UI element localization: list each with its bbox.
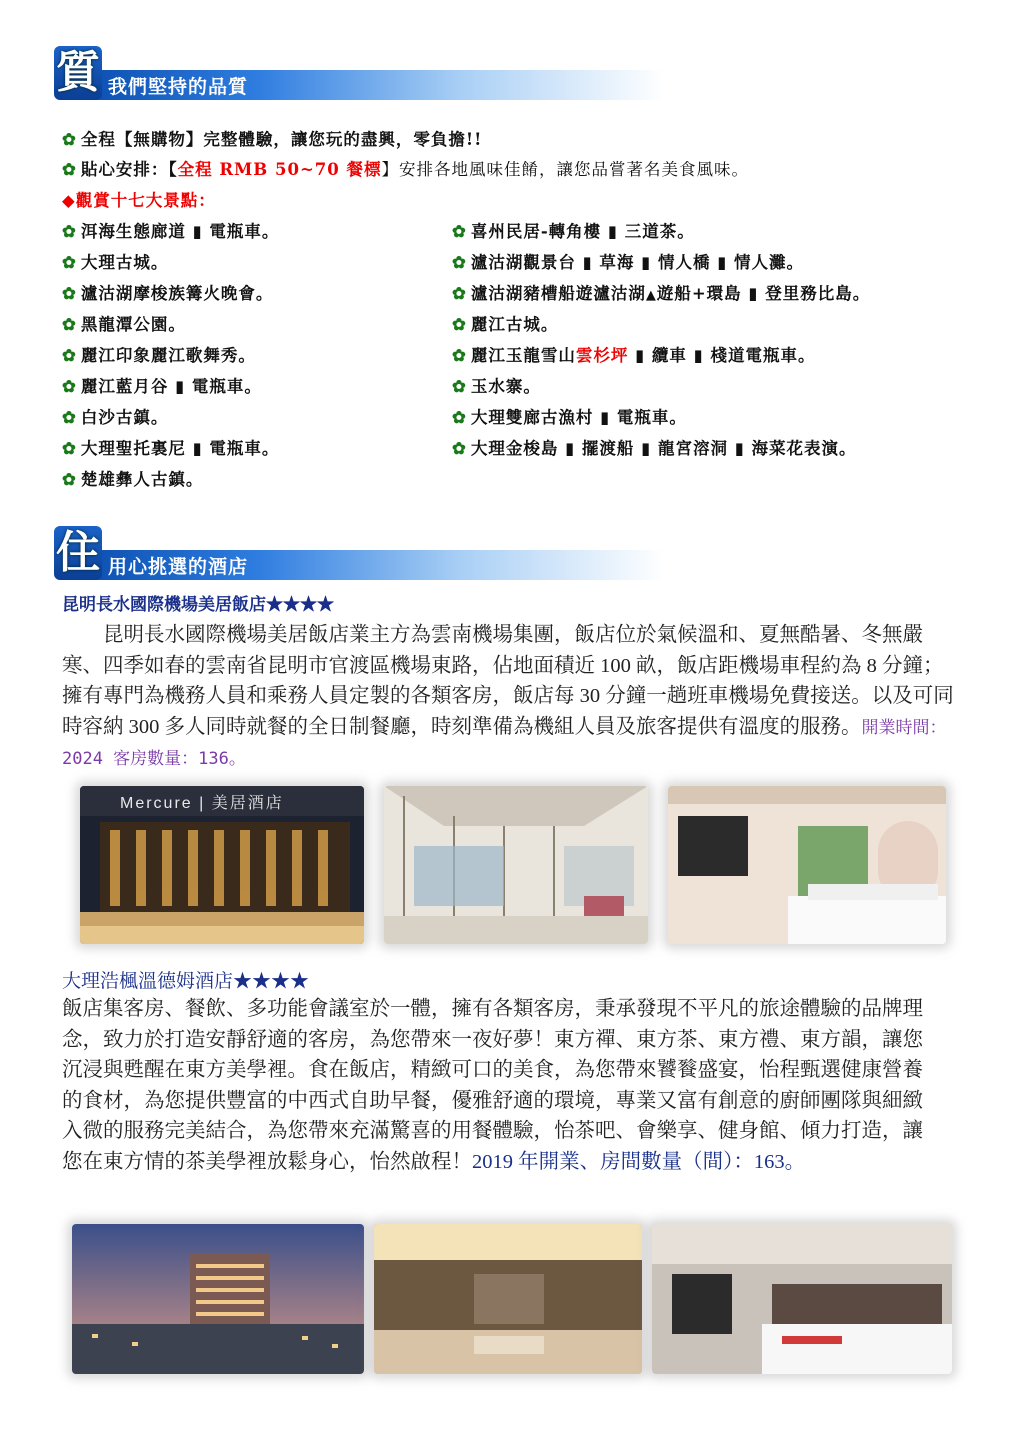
hotel1-description: 昆明長水國際機場美居飯店業主方為雲南機場集團，飯店位於氣候溫和、夏無酷暑、冬無嚴寒、四季如春的雲南省昆明市官渡區機場東路，佔地面積近 100 畝，飯店距機場車程約為 8 分鐘；擁有專門為機務人員和乘務人員定製的各類客房，飯店每 30 分鐘一趟班車機場免費接送。以及可同時容納 300 多人同時就餐的全日制餐廳，時刻準備為機組人員及旅客提供有溫度的服務。開業時間：2024 客房數量：136。 <box>62 624 954 769</box>
flower-icon: ✿ <box>452 439 467 458</box>
flower-icon: ✿ <box>62 160 77 179</box>
banner-subtitle: 用心挑選的酒店 <box>108 556 249 578</box>
quality-banner <box>54 42 664 104</box>
flower-icon: ✿ <box>62 284 77 303</box>
flower-icon: ✿ <box>452 346 467 365</box>
hotel2-name: 大理浩楓溫德姆酒店★★★★ <box>62 971 310 992</box>
flower-icon: ✿ <box>452 284 467 303</box>
sight-item: ✿ 大理雙廊古漁村 ▮ 電瓶車。 <box>452 408 687 427</box>
sight-item: ✿ 瀘沽湖觀景台 ▮ 草海 ▮ 情人橋 ▮ 情人灘。 <box>452 253 805 272</box>
flower-icon: ✿ <box>62 315 77 334</box>
hotel2-exterior-photo <box>72 1224 364 1374</box>
sight-item: ✿ 玉水寨。 <box>452 377 541 396</box>
flower-icon: ✿ <box>62 439 77 458</box>
sight-item: ✿ 瀘沽湖摩梭族篝火晚會。 <box>62 284 274 303</box>
banner-big-char: 住 <box>56 527 100 578</box>
flower-icon: ✿ <box>452 377 467 396</box>
flower-icon: ✿ <box>452 408 467 427</box>
sight-item: ✿ 瀘沽湖豬槽船遊瀘沽湖▲遊船+環島 ▮ 登里務比島。 <box>452 284 871 303</box>
flower-icon: ✿ <box>62 130 77 149</box>
mercure-sign: Mercure | 美居酒店 <box>120 795 284 812</box>
no-shopping-line: ✿ 全程【無購物】完整體驗，讓您玩的盡興，零負擔!! <box>62 130 483 149</box>
flower-icon: ✿ <box>62 408 77 427</box>
sight-item: ✿ 麗江藍月谷 ▮ 電瓶車。 <box>62 377 262 396</box>
sight-item: ✿ 喜州民居-轉角樓 ▮ 三道茶。 <box>452 222 695 241</box>
hotel1-entrance-photo <box>80 786 364 944</box>
sight-item: ✿ 麗江古城。 <box>452 315 559 334</box>
sights-heading: ◆觀賞十七大景點： <box>62 191 216 210</box>
sight-item: ✿ 大理金梭島 ▮ 擺渡船 ▮ 龍宮溶洞 ▮ 海菜花表演。 <box>452 439 857 458</box>
sight-item: ✿ 洱海生態廊道 ▮ 電瓶車。 <box>62 222 280 241</box>
hotel2-lobby-photo <box>374 1224 642 1374</box>
flower-icon: ✿ <box>62 222 77 241</box>
hotel1-highlight: 開業時間：2024 客房數量：136。 <box>62 717 947 769</box>
sight-item: ✿ 黑龍潭公園。 <box>62 315 186 334</box>
sight-item: ✿ 楚雄彝人古鎮。 <box>62 470 204 489</box>
banner-subtitle: 我們堅持的品質 <box>108 76 249 98</box>
flower-icon: ✿ <box>62 253 77 272</box>
flower-icon: ✿ <box>452 315 467 334</box>
sight-item: ✿ 大理聖托裏尼 ▮ 電瓶車。 <box>62 439 280 458</box>
flower-icon: ✿ <box>62 377 77 396</box>
sight-item: ✿ 麗江印象麗江歌舞秀。 <box>62 346 256 365</box>
sight-item: ✿ 白沙古鎮。 <box>62 408 169 427</box>
banner-big-char: 質 <box>56 47 100 98</box>
hotel2-room-photo <box>652 1224 952 1374</box>
sight-item: ✿ 麗江玉龍雪山雲杉坪 ▮ 纜車 ▮ 棧道電瓶車。 <box>452 346 816 365</box>
hotel1-name: 昆明長水國際機場美居飯店★★★★ <box>62 595 334 614</box>
meal-line: ✿ 貼心安排：【全程 RMB 50~70 餐標】安排各地風味佳餚，讓您品嘗著名美食風味。 <box>62 160 749 179</box>
flower-icon: ✿ <box>62 346 77 365</box>
boat-icon: ▲ <box>645 288 657 303</box>
flower-icon: ✿ <box>452 222 467 241</box>
flower-icon: ✿ <box>62 470 77 489</box>
hotel-banner <box>54 522 664 584</box>
hotel2-description: 飯店集客房、餐飲、多功能會議室於一體，擁有各類客房，秉承發現不平凡的旅途體驗的品牌理念，致力於打造安靜舒適的客房，為您帶來一夜好夢！東方禪、東方茶、東方禮、東方韻，讓您沉浸與甦醒在東方美學裡。食在飯店，精緻可口的美食，為您帶來饕餮盛宴，怡程甄選健康營養的食材，為您提供豐富的中西式自助早餐，優雅舒適的環境，專業又富有創意的廚師團隊與細緻入微的服務完美結合，為您帶來充滿驚喜的用餐體驗，怡茶吧、會樂享、健身館、傾力打造，讓您在東方情的茶美學裡放鬆身心，怡然啟程！2019 年開業、房間數量（間）：163。 <box>62 998 923 1173</box>
sight-item: ✿ 大理古城。 <box>62 253 169 272</box>
hotel1-room-photo <box>668 786 946 944</box>
hotel2-highlight: 2019 年開業、房間數量（間）：163。 <box>472 1150 806 1173</box>
hotel1-lobby-photo <box>384 786 648 944</box>
flower-icon: ✿ <box>452 253 467 272</box>
